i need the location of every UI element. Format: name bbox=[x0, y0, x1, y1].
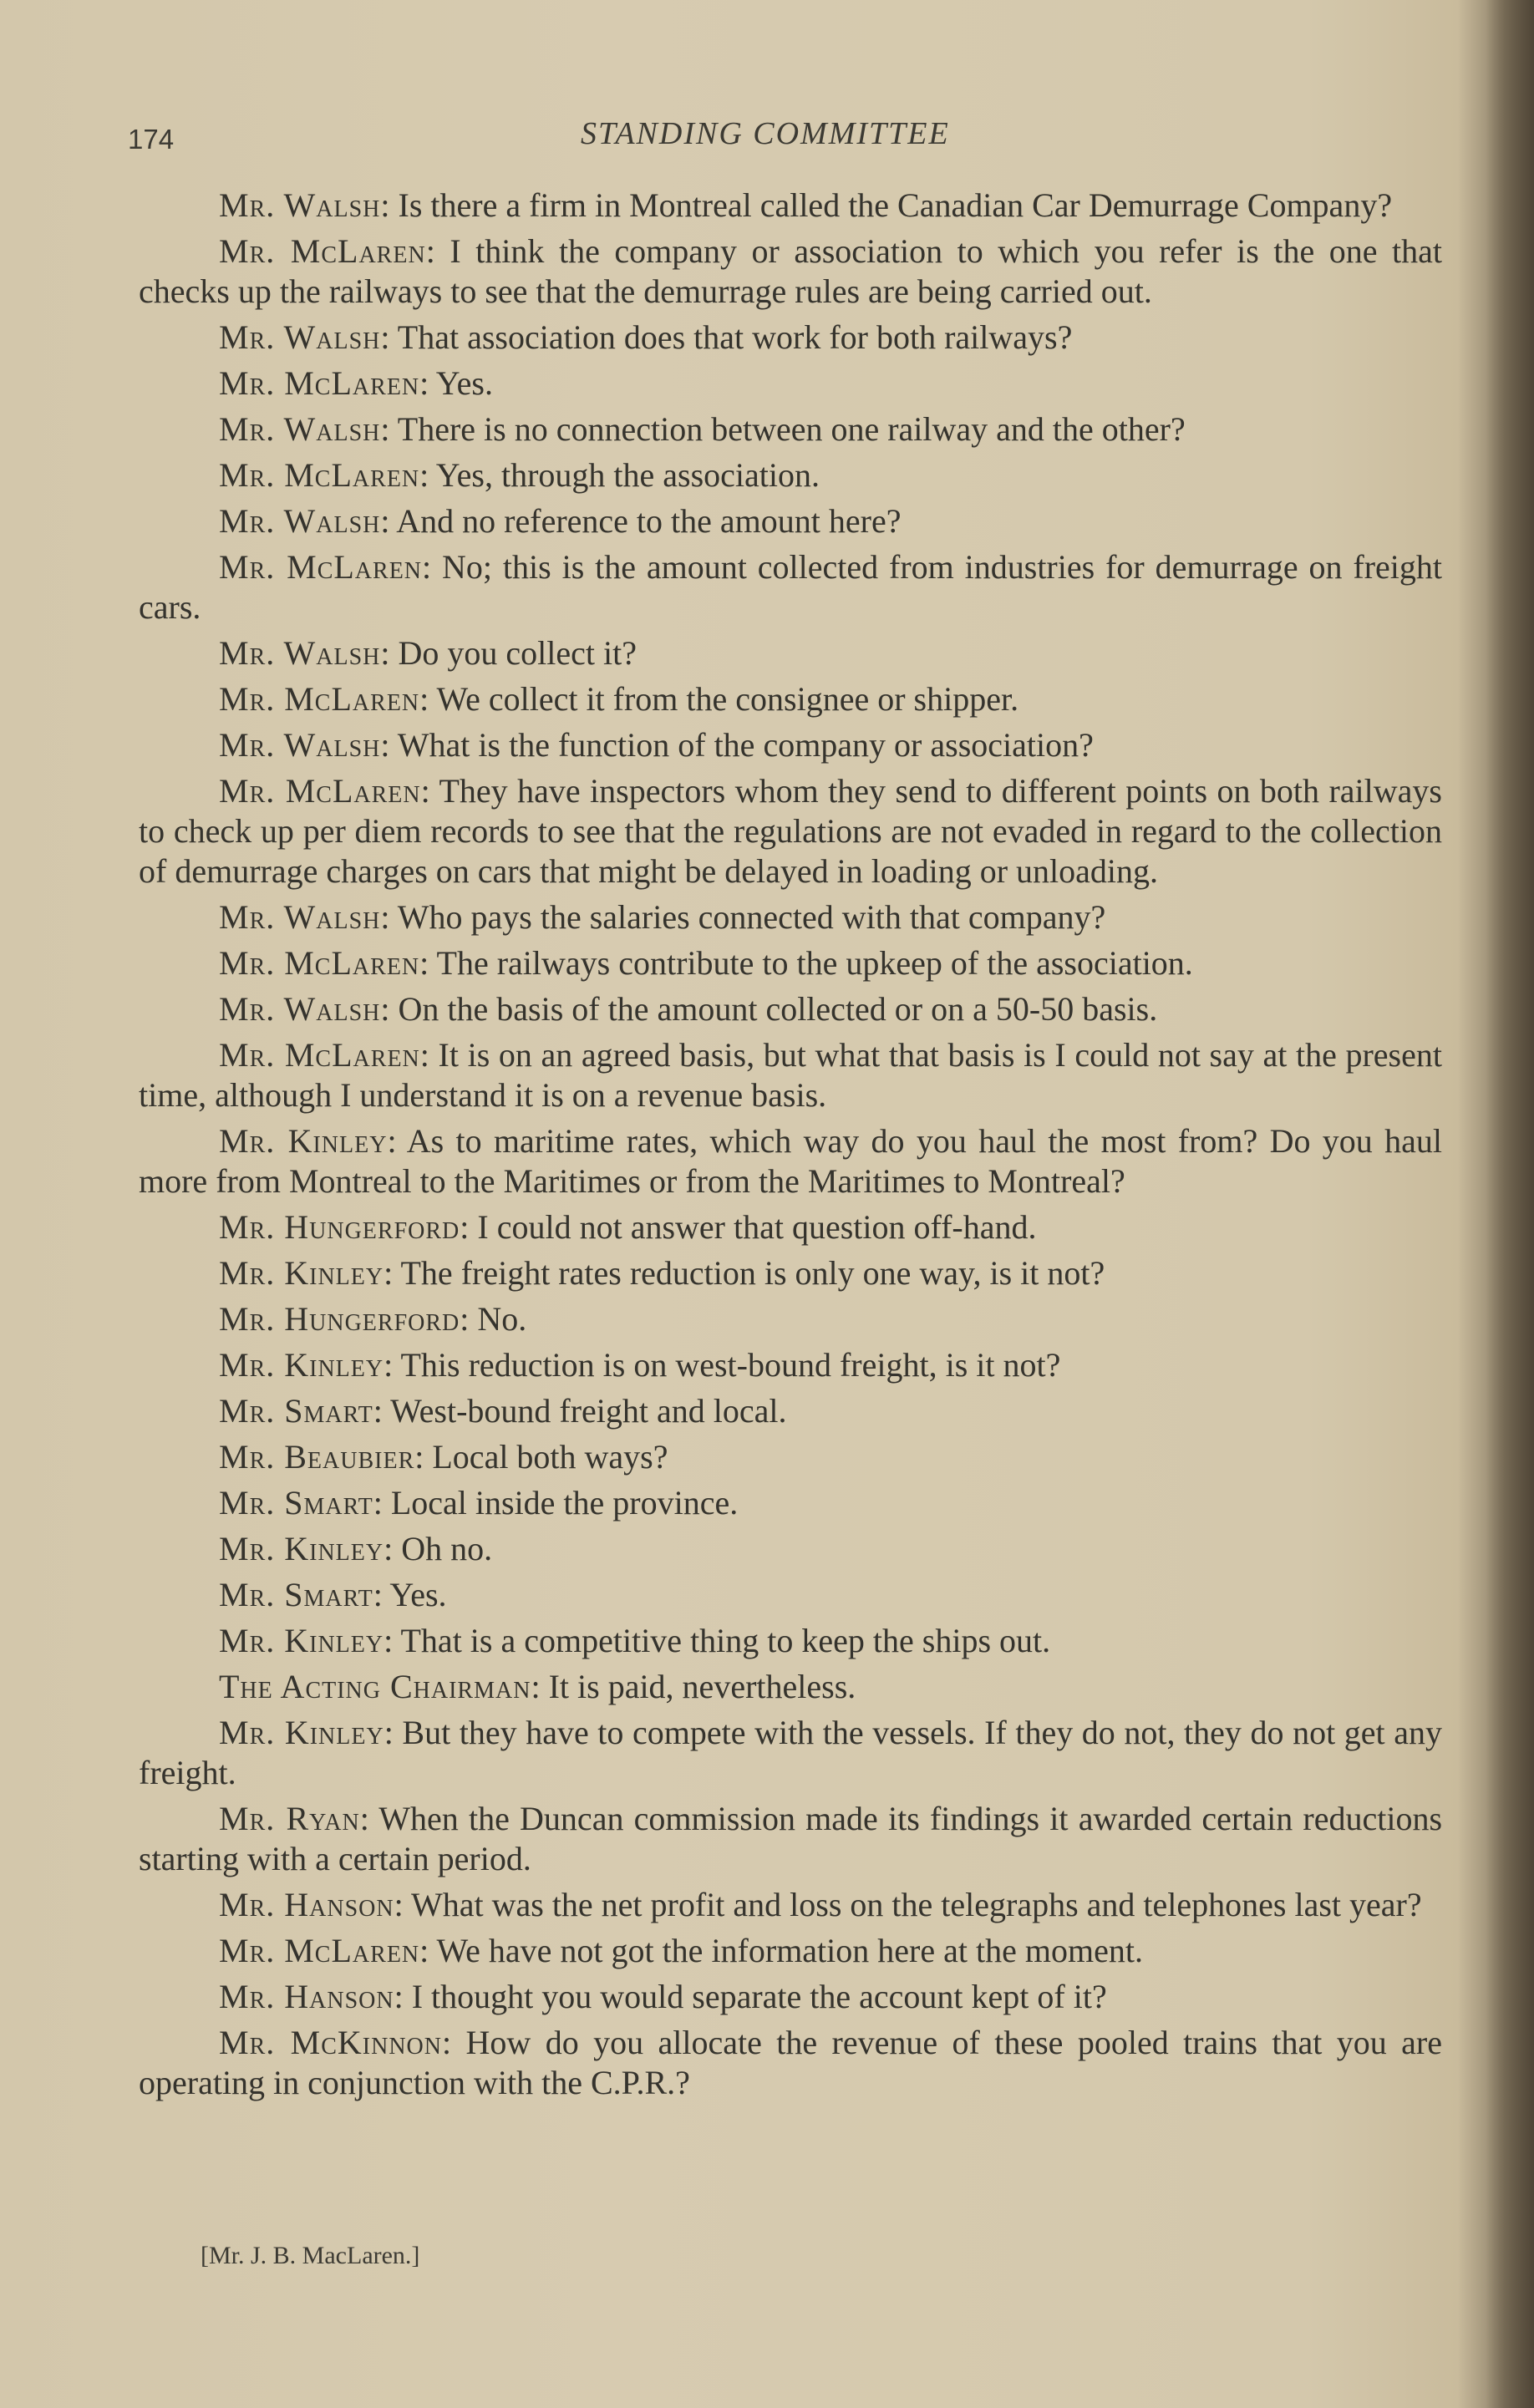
speech-text: When the Duncan commission made its findings it awarded certain reductions starting with a certain period. bbox=[139, 1800, 1443, 1877]
speaker-name: Mr. Walsh bbox=[219, 318, 381, 356]
speaker-separator: : bbox=[380, 410, 398, 448]
speech-text: We collect it from the consignee or shipper. bbox=[436, 680, 1019, 718]
speaker-separator: : bbox=[387, 1122, 407, 1160]
transcript-paragraph bbox=[139, 231, 1442, 312]
speaker-name: Mr. Kinley bbox=[219, 1346, 384, 1384]
speech-text: Yes. bbox=[389, 1576, 447, 1613]
speaker-name: Mr. Walsh bbox=[219, 990, 381, 1028]
speech-text: I thought you would separate the account kept of it? bbox=[411, 1978, 1107, 2015]
speaker-separator: : bbox=[384, 1714, 403, 1751]
speaker-separator: : bbox=[380, 898, 398, 936]
speech-text: That is a competitive thing to keep the ships out. bbox=[400, 1622, 1051, 1659]
speech-text: This reduction is on west-bound freight, is it not? bbox=[400, 1346, 1061, 1384]
speech-text: No. bbox=[477, 1300, 527, 1338]
speaker-separator: : bbox=[419, 1036, 439, 1074]
speaker-separator: : bbox=[373, 1392, 391, 1430]
speaker-name: Mr. McLaren bbox=[219, 944, 420, 982]
transcript-paragraph bbox=[139, 547, 1442, 627]
speech-text: On the basis of the amount collected or on a 50-50 basis. bbox=[398, 990, 1158, 1028]
transcript-paragraph bbox=[139, 1885, 1442, 1925]
transcript-paragraph bbox=[139, 1035, 1442, 1115]
running-title: STANDING COMMITTEE bbox=[581, 116, 950, 151]
transcript-paragraph bbox=[139, 679, 1442, 719]
transcript-paragraph bbox=[139, 1299, 1442, 1339]
speaker-separator: : bbox=[419, 944, 437, 982]
speech-text: Local inside the province. bbox=[390, 1484, 739, 1522]
speaker-name: Mr. Walsh bbox=[219, 634, 381, 672]
speaker-name: Mr. Walsh bbox=[219, 898, 381, 936]
speaker-name: Mr. Smart bbox=[219, 1484, 373, 1522]
witness-footer: [Mr. J. B. MacLaren.] bbox=[201, 2242, 420, 2269]
transcript-paragraph bbox=[139, 363, 1442, 404]
speaker-name: Mr. Ryan bbox=[219, 1800, 360, 1837]
transcript-paragraph bbox=[139, 943, 1442, 983]
transcript-body bbox=[139, 185, 1442, 2109]
speaker-name: Mr. Kinley bbox=[219, 1714, 384, 1751]
speaker-separator: : bbox=[380, 318, 398, 356]
speaker-name: Mr. Smart bbox=[219, 1392, 373, 1430]
speaker-name: Mr. Smart bbox=[219, 1576, 373, 1613]
transcript-paragraph bbox=[139, 1621, 1442, 1661]
speech-text: Oh no. bbox=[401, 1530, 493, 1567]
speaker-name: Mr. Kinley bbox=[219, 1122, 388, 1160]
transcript-paragraph bbox=[139, 1483, 1442, 1523]
speech-text: I think the company or association to which you refer is the one that checks up the railways to see that the demurrage rules are being carried out. bbox=[139, 232, 1442, 310]
transcript-paragraph bbox=[139, 1931, 1442, 1971]
speech-text: And no reference to the amount here? bbox=[396, 502, 902, 540]
speech-text: But they have to compete with the vessels. If they do not, they do not get any freight. bbox=[139, 1714, 1442, 1791]
transcript-paragraph bbox=[139, 771, 1442, 892]
speech-text: Who pays the salaries connected with that company? bbox=[397, 898, 1106, 936]
speaker-name: Mr. McLaren bbox=[219, 364, 420, 402]
transcript-paragraph bbox=[139, 1667, 1442, 1707]
speaker-name: Mr. Kinley bbox=[219, 1254, 384, 1292]
speaker-separator: : bbox=[384, 1254, 401, 1292]
speaker-name: Mr. Walsh bbox=[219, 410, 381, 448]
speaker-separator: : bbox=[420, 772, 439, 810]
speaker-name: Mr. McLaren bbox=[219, 1932, 420, 1969]
speaker-separator: : bbox=[419, 1932, 437, 1969]
speaker-separator: : bbox=[373, 1576, 390, 1613]
transcript-paragraph bbox=[139, 2023, 1442, 2103]
speech-text: That association does that work for both railways? bbox=[397, 318, 1073, 356]
speaker-name: Mr. McLaren bbox=[219, 548, 423, 586]
speaker-name: Mr. Walsh bbox=[219, 502, 381, 540]
speaker-name: Mr. McLaren bbox=[219, 456, 420, 494]
speaker-separator: : bbox=[419, 364, 436, 402]
transcript-paragraph bbox=[139, 1575, 1442, 1615]
speech-text: I could not answer that question off-hand. bbox=[477, 1208, 1037, 1246]
speaker-separator: : bbox=[359, 1800, 379, 1837]
speaker-name: Mr. Hanson bbox=[219, 1886, 394, 1923]
transcript-paragraph bbox=[139, 989, 1442, 1029]
speaker-separator: : bbox=[380, 726, 398, 764]
speaker-name: Mr. Walsh bbox=[219, 186, 381, 224]
transcript-paragraph bbox=[139, 1713, 1442, 1793]
speaker-separator: : bbox=[394, 1978, 412, 2015]
speaker-separator: : bbox=[384, 1622, 401, 1659]
transcript-paragraph bbox=[139, 1253, 1442, 1293]
speaker-name: Mr. Hungerford bbox=[219, 1208, 460, 1246]
speaker-separator: : bbox=[419, 680, 437, 718]
speech-text: What was the net profit and loss on the telegraphs and telephones last year? bbox=[410, 1886, 1422, 1923]
speech-text: No; this is the amount collected from industries for demurrage on freight cars. bbox=[139, 548, 1442, 626]
speaker-separator: : bbox=[460, 1208, 478, 1246]
page-number: 174 bbox=[128, 124, 175, 155]
speaker-separator: : bbox=[422, 548, 443, 586]
speaker-separator: : bbox=[460, 1300, 478, 1338]
speech-text: How do you allocate the revenue of these pooled trains that you are operating in conjunction with the C.P.R.? bbox=[139, 2024, 1442, 2101]
speaker-name: Mr. McLaren bbox=[219, 772, 421, 810]
transcript-paragraph bbox=[139, 1121, 1442, 1201]
speaker-name: Mr. McLaren bbox=[219, 232, 426, 270]
speaker-separator: : bbox=[419, 456, 436, 494]
speech-text: It is on an agreed basis, but what that basis is I could not say at the present time, although I understand it is on a revenue basis. bbox=[139, 1036, 1442, 1114]
transcript-paragraph bbox=[139, 633, 1442, 673]
speaker-separator: : bbox=[380, 634, 399, 672]
speaker-separator: : bbox=[380, 502, 397, 540]
speech-text: Do you collect it? bbox=[398, 634, 637, 672]
speech-text: Is there a firm in Montreal called the Canadian Car Demurrage Company? bbox=[398, 186, 1393, 224]
book-spine-shadow bbox=[1486, 0, 1534, 2408]
speaker-name: Mr. McKinnon bbox=[219, 2024, 442, 2061]
speech-text: We have not got the information here at the moment. bbox=[436, 1932, 1143, 1969]
transcript-paragraph bbox=[139, 501, 1442, 541]
speaker-name: Mr. Walsh bbox=[219, 726, 381, 764]
speaker-name: Mr. Beaubier bbox=[219, 1438, 415, 1476]
speaker-separator: : bbox=[373, 1484, 391, 1522]
speaker-separator: : bbox=[414, 1438, 433, 1476]
speaker-name: Mr. Kinley bbox=[219, 1622, 384, 1659]
transcript-paragraph bbox=[139, 455, 1442, 495]
speaker-name: Mr. McLaren bbox=[219, 680, 420, 718]
speech-text: Yes, through the association. bbox=[435, 456, 820, 494]
speaker-separator: : bbox=[394, 1886, 411, 1923]
speaker-name: Mr. Kinley bbox=[219, 1530, 384, 1567]
speech-text: As to maritime rates, which way do you haul the most from? Do you haul more from Montreal to the Maritimes or from the Maritimes to Montreal? bbox=[139, 1122, 1443, 1200]
speech-text: They have inspectors whom they send to different points on both railways to check up per diem records to see that the regulations are not evaded in regard to the collection of demurrage charges on cars that might be delayed in loading or unloading. bbox=[139, 772, 1442, 890]
speaker-separator: : bbox=[425, 232, 450, 270]
speech-text: The freight rates reduction is only one way, is it not? bbox=[400, 1254, 1105, 1292]
transcript-paragraph bbox=[139, 1799, 1442, 1879]
speaker-name: Mr. Hungerford bbox=[219, 1300, 460, 1338]
speaker-name: Mr. McLaren bbox=[219, 1036, 420, 1074]
speech-text: Yes. bbox=[435, 364, 493, 402]
transcript-paragraph bbox=[139, 1345, 1442, 1385]
speaker-separator: : bbox=[441, 2024, 466, 2061]
speech-text: Local both ways? bbox=[432, 1438, 668, 1476]
transcript-paragraph bbox=[139, 897, 1442, 937]
speaker-name: The Acting Chairman bbox=[219, 1668, 531, 1705]
transcript-paragraph bbox=[139, 1977, 1442, 2017]
speaker-separator: : bbox=[531, 1668, 549, 1705]
transcript-paragraph bbox=[139, 1207, 1442, 1247]
speech-text: What is the function of the company or association? bbox=[397, 726, 1094, 764]
transcript-paragraph bbox=[139, 1391, 1442, 1431]
speaker-separator: : bbox=[384, 1346, 401, 1384]
speaker-separator: : bbox=[380, 186, 399, 224]
speaker-separator: : bbox=[380, 990, 399, 1028]
speech-text: There is no connection between one railway and the other? bbox=[397, 410, 1186, 448]
speaker-separator: : bbox=[384, 1530, 402, 1567]
transcript-paragraph bbox=[139, 725, 1442, 765]
transcript-paragraph bbox=[139, 318, 1442, 358]
transcript-paragraph bbox=[139, 409, 1442, 450]
transcript-paragraph bbox=[139, 1529, 1442, 1569]
speech-text: It is paid, nevertheless. bbox=[548, 1668, 856, 1705]
transcript-paragraph bbox=[139, 185, 1442, 226]
speech-text: West-bound freight and local. bbox=[390, 1392, 787, 1430]
speech-text: The railways contribute to the upkeep of the association. bbox=[436, 944, 1193, 982]
transcript-paragraph bbox=[139, 1437, 1442, 1477]
speaker-name: Mr. Hanson bbox=[219, 1978, 394, 2015]
page-header bbox=[125, 115, 1445, 165]
